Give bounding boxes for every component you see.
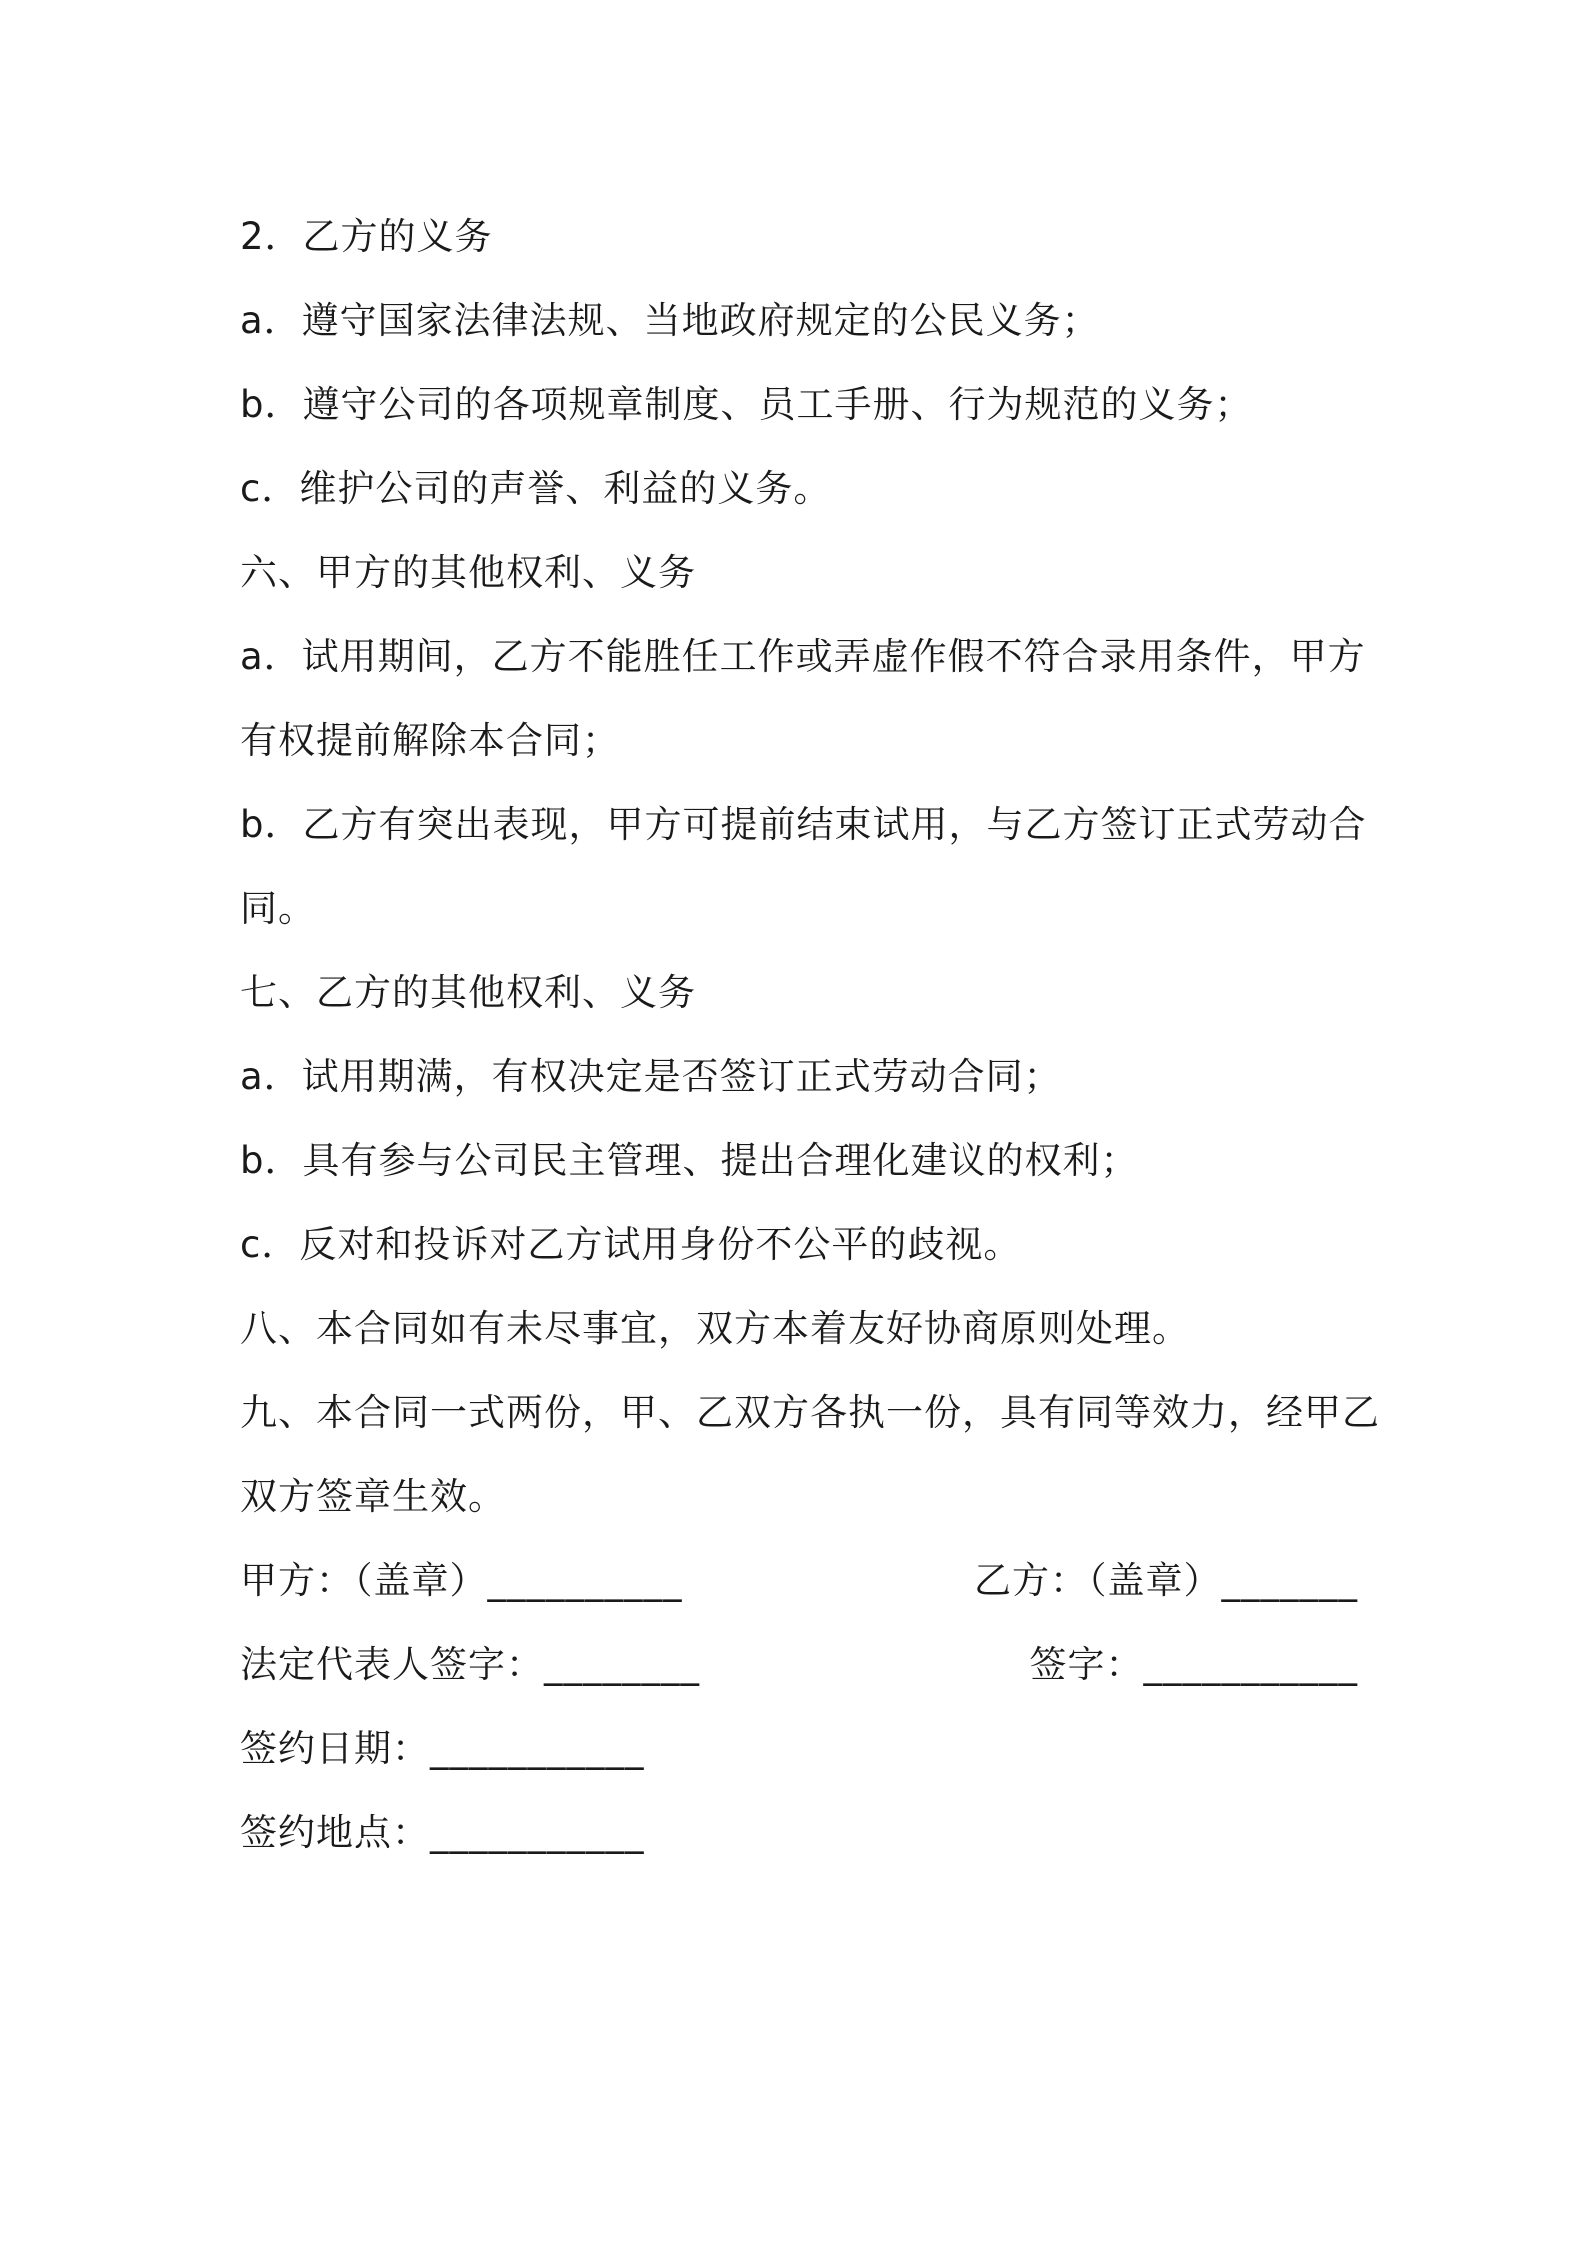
clause-text: a．试用期满，有权决定是否签订正式劳动合同； <box>240 1055 1062 1098</box>
clause-text: 双方签章生效。 <box>240 1475 506 1518</box>
clause-text: 同。 <box>240 887 316 930</box>
party-a-seal-field: 甲方：（盖章）__________ <box>240 1559 683 1602</box>
legal-rep-sign-field: 法定代表人签字：________ <box>240 1643 700 1686</box>
clause-text: 有权提前解除本合同； <box>240 719 620 762</box>
section-heading-party-b-other: 七、乙方的其他权利、义务 <box>240 971 696 1014</box>
sign-date-field: 签约日期：___________ <box>240 1727 645 1770</box>
clause-text: b．乙方有突出表现，甲方可提前结束试用，与乙方签订正式劳动合 <box>240 803 1367 846</box>
section-heading-unfinished-matters: 八、本合同如有未尽事宜，双方本着友好协商原则处理。 <box>240 1307 1190 1350</box>
clause-text: b．具有参与公司民主管理、提出合理化建议的权利； <box>240 1139 1139 1182</box>
signature-row-seals <box>240 1539 1360 1623</box>
clause-text: c．反对和投诉对乙方试用身份不公平的歧视。 <box>240 1223 1022 1266</box>
sign-place-field: 签约地点：___________ <box>240 1811 645 1854</box>
section-heading-party-b-duties: 2．乙方的义务 <box>240 215 493 258</box>
section-heading-copies: 九、本合同一式两份，甲、乙双方各执一份，具有同等效力，经甲乙 <box>240 1391 1380 1434</box>
document-body <box>240 195 1380 1875</box>
signature-row-date <box>240 1707 1360 1791</box>
clause-text: b．遵守公司的各项规章制度、员工手册、行为规范的义务； <box>240 383 1253 426</box>
party-b-seal-field: 乙方：（盖章）_______ <box>974 1559 1358 1602</box>
party-b-sign-field: 签字：___________ <box>1029 1643 1358 1686</box>
clause-text: a．遵守国家法律法规、当地政府规定的公民义务； <box>240 299 1100 342</box>
clause-text: c．维护公司的声誉、利益的义务。 <box>240 467 832 510</box>
signature-row-signers <box>240 1623 1360 1707</box>
clause-text: a．试用期间，乙方不能胜任工作或弄虚作假不符合录用条件，甲方 <box>240 635 1366 678</box>
section-heading-party-a-other: 六、甲方的其他权利、义务 <box>240 551 696 594</box>
signature-row-place <box>240 1791 1360 1875</box>
